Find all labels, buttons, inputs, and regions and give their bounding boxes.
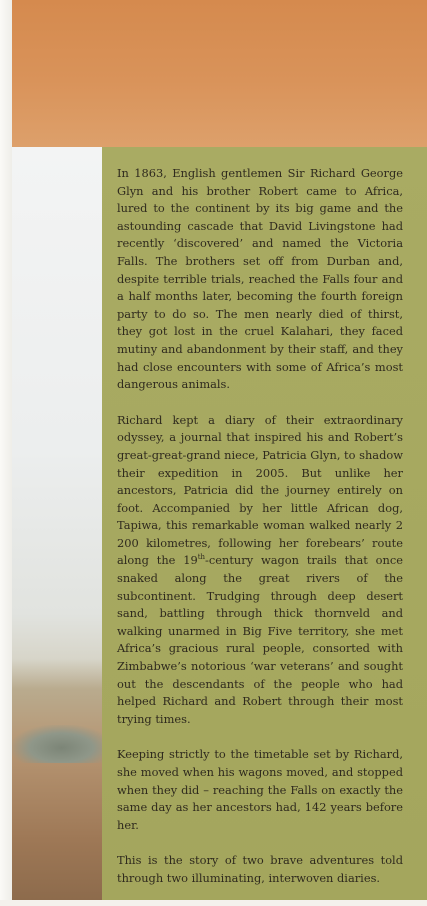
paragraph-2 (117, 412, 403, 729)
blurb-text (117, 165, 403, 906)
paragraph-2-part-1: Richard kept a diary of their extraordinary odyssey, a journal that inspired his and Robert’s great-great-grand niece, Patricia Glyn, to shadow their expedition in 2005. But unlike her ancestors, Patricia did the journey entirely on foot. Accompanied by her little African dog, Tapiwa, this remarkable woman walked nearly 2 200 kilometres, following her forebears’ route along the 19 (117, 412, 403, 568)
superscript-th: th (197, 553, 206, 562)
distant-trees (12, 725, 102, 763)
paragraph-2-part-2: -century wagon trails that once snaked along the great rivers of the subcontinent. Trudging through deep desert sand, battling through thick thornveld and walking unarmed in Big Five territory, she met Africa’s gracious rural people, consorted with Zimbabwe’s notorious ‘war veterans’ and sought out the descendants of the people who had helped Richard and Robert through their most trying times. (117, 553, 403, 726)
paragraph-1: In 1863, English gentlemen Sir Richard George Glyn and his brother Robert came to Africa, lured to the continent by its big game and the astounding cascade that David Livingstone had recently ‘discovered’ and named the Victoria Falls. The brothers set off from Durban and, despite terrible trials, reached the Falls four and a half months later, becoming the fourth foreign party to do so. The men nearly died of thirst, they got lost in the cruel Kalahari, they faced mutiny and abandonment by their staff, and they had close encounters with some of Africa’s most dangerous animals. (117, 166, 403, 392)
paragraph-4: This is the story of two brave adventures told through two illuminating, interwoven diaries. (117, 853, 403, 885)
paragraph-3: Keeping strictly to the timetable set by Richard, she moved when his wagons moved, and stopped when they did – reaching the Falls on exactly the same day as her ancestors had, 142 years before her. (117, 747, 403, 832)
landscape-photo (12, 147, 102, 900)
cover-top-band (12, 0, 427, 147)
